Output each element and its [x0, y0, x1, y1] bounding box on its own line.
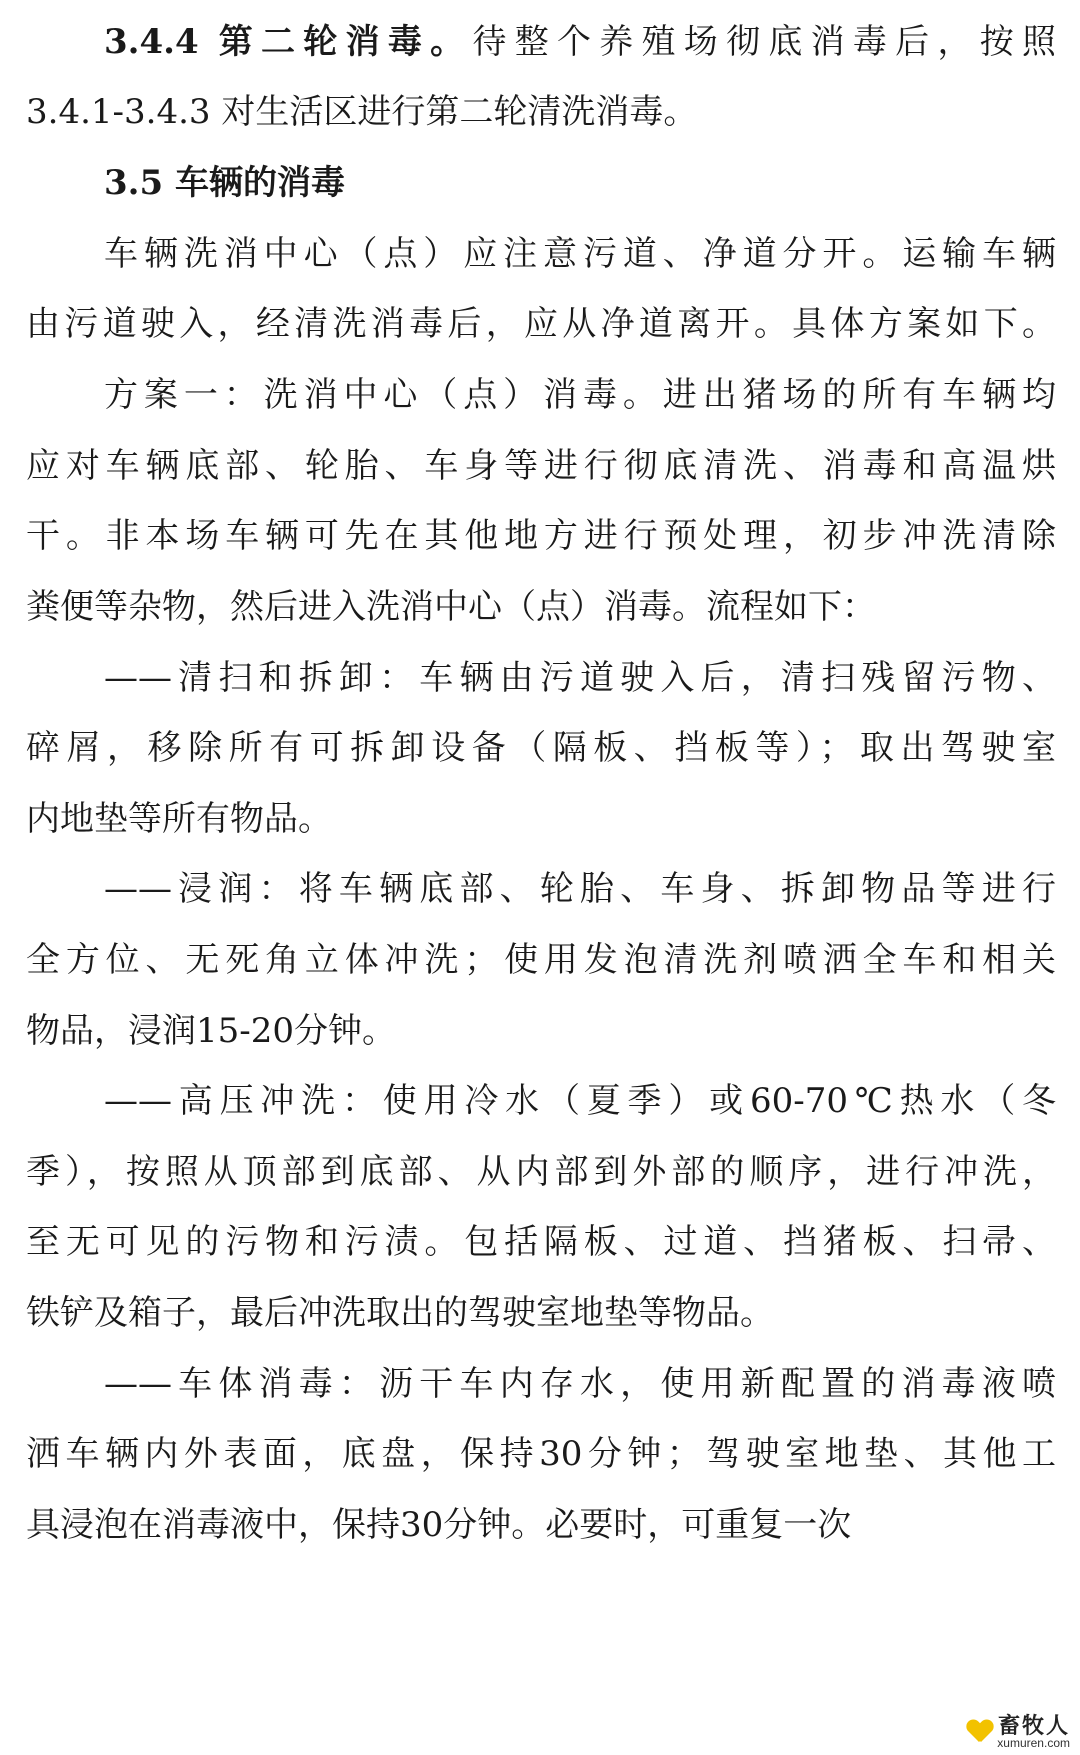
text-line-21: 洒车辆内外表面，底盘，保持30分钟；驾驶室地垫、其他工 [26, 1434, 1056, 1474]
text-line-13: ——浸润：将车辆底部、轮胎、车身、拆卸物品等进行 [104, 869, 1056, 909]
line-1-rest: 待整个养殖场彻底消毒后，按照 [472, 22, 1056, 62]
text-line-5: 由污道驶入，经清洗消毒后，应从净道离开。具体方案如下。 [26, 304, 1056, 344]
text-line-16: ——高压冲洗：使用冷水（夏季）或60-70℃热水（冬 [104, 1081, 1056, 1121]
text-line-7: 应对车辆底部、轮胎、车身等进行彻底清洗、消毒和高温烘 [26, 446, 1056, 486]
watermark-text [997, 1715, 1070, 1749]
text-line-14: 全方位、无死角立体冲洗；使用发泡清洗剂喷洒全车和相关 [26, 940, 1056, 980]
text-line-8: 干。非本场车辆可先在其他地方进行预处理，初步冲洗清除 [26, 516, 1056, 556]
section-heading-3-5: 3.5 车辆的消毒 [104, 163, 345, 203]
watermark-cn: 畜牧人 [997, 1713, 1070, 1739]
text-line-22: 具浸泡在消毒液中，保持30分钟。必要时，可重复一次 [26, 1505, 852, 1545]
text-line-11: 碎屑，移除所有可拆卸设备（隔板、挡板等）；取出驾驶室 [26, 728, 1056, 768]
heart-icon [967, 1720, 993, 1744]
text-line-20: ——车体消毒：沥干车内存水，使用新配置的消毒液喷 [104, 1364, 1056, 1404]
text-line-4: 车辆洗消中心（点）应注意污道、净道分开。运输车辆 [104, 234, 1056, 274]
text-line-10: ——清扫和拆卸：车辆由污道驶入后，清扫残留污物、 [104, 658, 1056, 698]
text-line-9: 粪便等杂物，然后进入洗消中心（点）消毒。流程如下： [26, 587, 876, 627]
text-line-17: 季），按照从顶部到底部、从内部到外部的顺序，进行冲洗， [26, 1152, 1056, 1192]
text-line-19: 铁铲及箱子，最后冲洗取出的驾驶室地垫等物品。 [26, 1293, 774, 1333]
section-heading-3-4-4: 3.4.4 第二轮消毒。 [104, 22, 473, 62]
watermark-en: xumuren.com [997, 1736, 1070, 1750]
text-line-12: 内地垫等所有物品。 [26, 799, 332, 839]
text-line-1 [104, 22, 1056, 62]
text-line-2: 3.4.1-3.4.3 对生活区进行第二轮清洗消毒。 [26, 92, 698, 132]
watermark-logo [967, 1715, 1070, 1749]
text-line-18: 至无可见的污物和污渍。包括隔板、过道、挡猪板、扫帚、 [26, 1222, 1056, 1262]
text-line-6: 方案一：洗消中心（点）消毒。进出猪场的所有车辆均 [104, 375, 1056, 415]
text-line-15: 物品，浸润15-20分钟。 [26, 1011, 397, 1051]
